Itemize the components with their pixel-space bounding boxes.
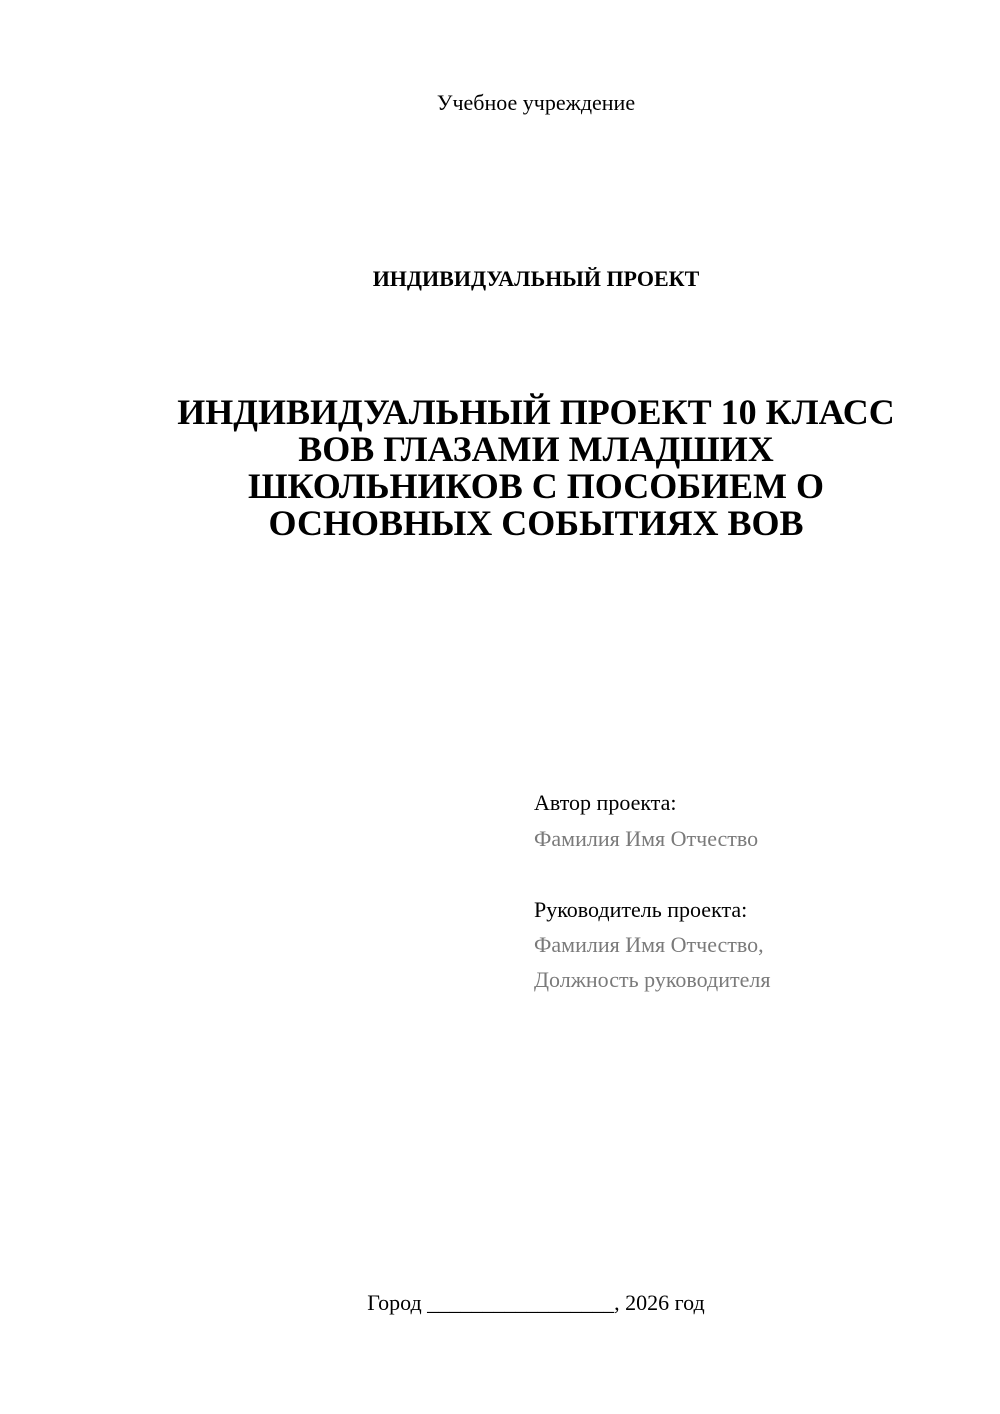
- project-title-line: ОСНОВНЫХ СОБЫТИЯХ ВОВ: [268, 503, 804, 543]
- city-year-line: Город _________________, 2026 год: [367, 1290, 705, 1315]
- project-title-line: ИНДИВИДУАЛЬНЫЙ ПРОЕКТ 10 КЛАСС: [177, 392, 895, 432]
- project-title-line: ШКОЛЬНИКОВ С ПОСОБИЕМ О: [247, 466, 825, 506]
- document-type: ИНДИВИДУАЛЬНЫЙ ПРОЕКТ: [372, 266, 700, 291]
- institution-name: Учебное учреждение: [436, 90, 636, 115]
- author-label: Автор проекта:: [534, 790, 677, 815]
- supervisor-label: Руководитель проекта:: [534, 897, 748, 922]
- supervisor-name: Фамилия Имя Отчество,: [534, 932, 764, 957]
- project-title-line: ВОВ ГЛАЗАМИ МЛАДШИХ: [298, 429, 774, 469]
- author-name: Фамилия Имя Отчество: [534, 826, 759, 851]
- supervisor-position: Должность руководителя: [534, 967, 771, 992]
- project-title: [140, 394, 932, 542]
